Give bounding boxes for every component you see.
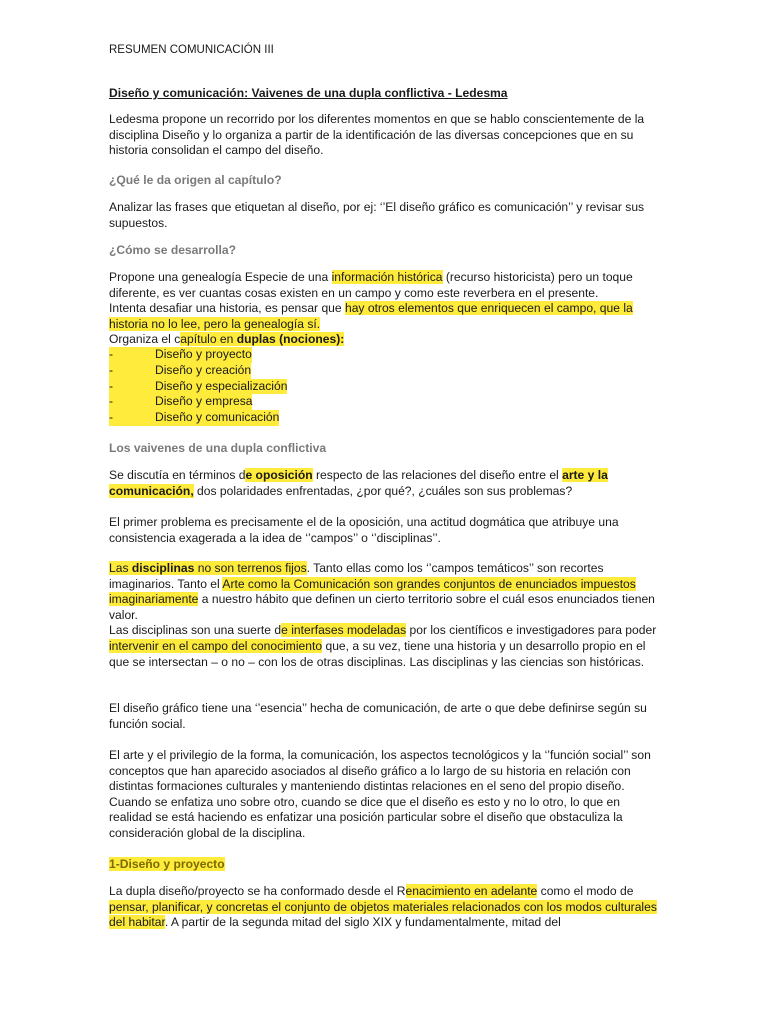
disciplines-paragraph: Las disciplinas no son terrenos fijos. Tanto ellas como los ‘’campos temáticos’’ son recortes imaginarios. Tanto el Arte como la Comunicación son grandes conjuntos de enunciados impuestos imaginariamente a nuestro hábito que definen un cierto territorio sobre el cuál esos enunciados tienen valor. Las disciplinas son una suerte de interfases modeladas por los científicos e investigadores para poder intervenir en el campo del conocimiento que, a su vez, tiene una historia y un desarrollo propio en el que se intersectan – o no – con los de otras disciplinas. Las disciplinas y las ciencias son históricas. — [109, 561, 657, 669]
highlight: duplas (nociones): — [236, 332, 345, 347]
heading-origin: ¿Qué le da origen al capítulo? — [109, 173, 282, 187]
list-item: - Diseño y especialización — [109, 378, 288, 393]
list-item: - Diseño y creación — [109, 362, 252, 377]
highlight: apítulo en — [180, 332, 237, 347]
highlight: intervenir en el campo del conocimiento — [109, 638, 323, 653]
highlight: Arte como la Comunicación son grandes conjuntos de enunciados impuestos imaginariamente — [109, 576, 636, 607]
highlight: hay otros elementos que enriquecen el campo, que la historia no lo lee, pero la genealogía sí. — [109, 301, 633, 331]
list-item: - Diseño y empresa — [109, 394, 253, 409]
heading-development: ¿Cómo se desarrolla? — [109, 243, 237, 257]
diseno-proyecto-paragraph: La dupla diseño/proyecto se ha conformado desde el Renacimiento en adelante como el modo de pensar, planificar, y concretas el conjunto de objetos materiales relacionados con los modos culturales del habitar. A partir de la segunda mitad del siglo XIX y fundamentalmente, mitad del — [109, 884, 657, 930]
essence-paragraph: El diseño gráfico tiene una ‘’esencia’’ hecha de comunicación, de arte o que debe definirse según su función social. — [109, 701, 647, 731]
list-item: - Diseño y comunicación — [109, 410, 280, 425]
development-paragraph: Propone una genealogía Especie de una información histórica (recurso historicista) pero un toque diferente, es ver cuantas cosas existen en un campo y como este reverbera en el presente. Intenta desafiar una historia, es pensar que hay otros elementos que enriquecen el campo, que la historia no lo lee, pero la genealogía sí. Organiza el capítulo en duplas (nociones): — [109, 270, 633, 347]
highlight: arte y la comunicación, — [109, 468, 608, 498]
page-header: RESUMEN COMUNICACIÓN III — [109, 44, 274, 56]
highlight: información histórica — [331, 270, 443, 284]
opposition-paragraph: Se discutía en términos de oposición respecto de las relaciones del diseño entre el arte y la comunicación, dos polaridades enfrentadas, ¿por qué?, ¿cuáles son sus problemas? — [109, 468, 608, 498]
highlight: e oposición — [245, 468, 313, 482]
highlight: pensar, planificar, y concretas el conjunto de objetos materiales relacionados con los modos culturales del habitar — [109, 899, 657, 930]
concepts-paragraph: El arte y el privilegio de la forma, la comunicación, los aspectos tecnológicos y la ‘’función social’’ son conceptos que han aparecido asociados al diseño gráfico a lo largo de su historia en relación con distintas formaciones culturales y manteniendo distintas relaciones en el seno del propio diseño. Cuando se enfatiza uno sobre otro, cuando se dice que el diseño es esto y no lo otro, lo que en realidad se está haciendo es enfatizar una posición particular sobre el diseño que obstaculiza la consideración global de la disciplina. — [109, 748, 651, 840]
document-title: Diseño y comunicación: Vaivenes de una dupla conflictiva - Ledesma — [109, 86, 508, 100]
first-problem-paragraph: El primer problema es precisamente el de la oposición, una actitud dogmática que atribuye una consistencia exagerada a la idea de ‘’campos’’ o ‘’disciplinas’’. — [109, 515, 619, 545]
duplas-list — [109, 347, 287, 426]
heading-vaivenes: Los vaivenes de una dupla conflictiva — [109, 441, 327, 455]
heading-diseno-proyecto: 1-Diseño y proyecto — [109, 857, 225, 871]
list-item: - Diseño y proyecto — [109, 347, 252, 361]
highlight: enacimiento en adelante — [405, 884, 538, 898]
intro-paragraph: Ledesma propone un recorrido por los diferentes momentos en que se hablo conscientemente de la disciplina Diseño y lo organiza a partir de la identificación de las diversas concepciones que en su historia consolidan el campo del diseño. — [109, 112, 645, 158]
highlight: e interfases modeladas — [281, 623, 407, 638]
origin-paragraph: Analizar las frases que etiquetan al diseño, por ej: ‘’El diseño gráfico es comunicación’’ y revisar sus supuestos. — [109, 200, 645, 230]
